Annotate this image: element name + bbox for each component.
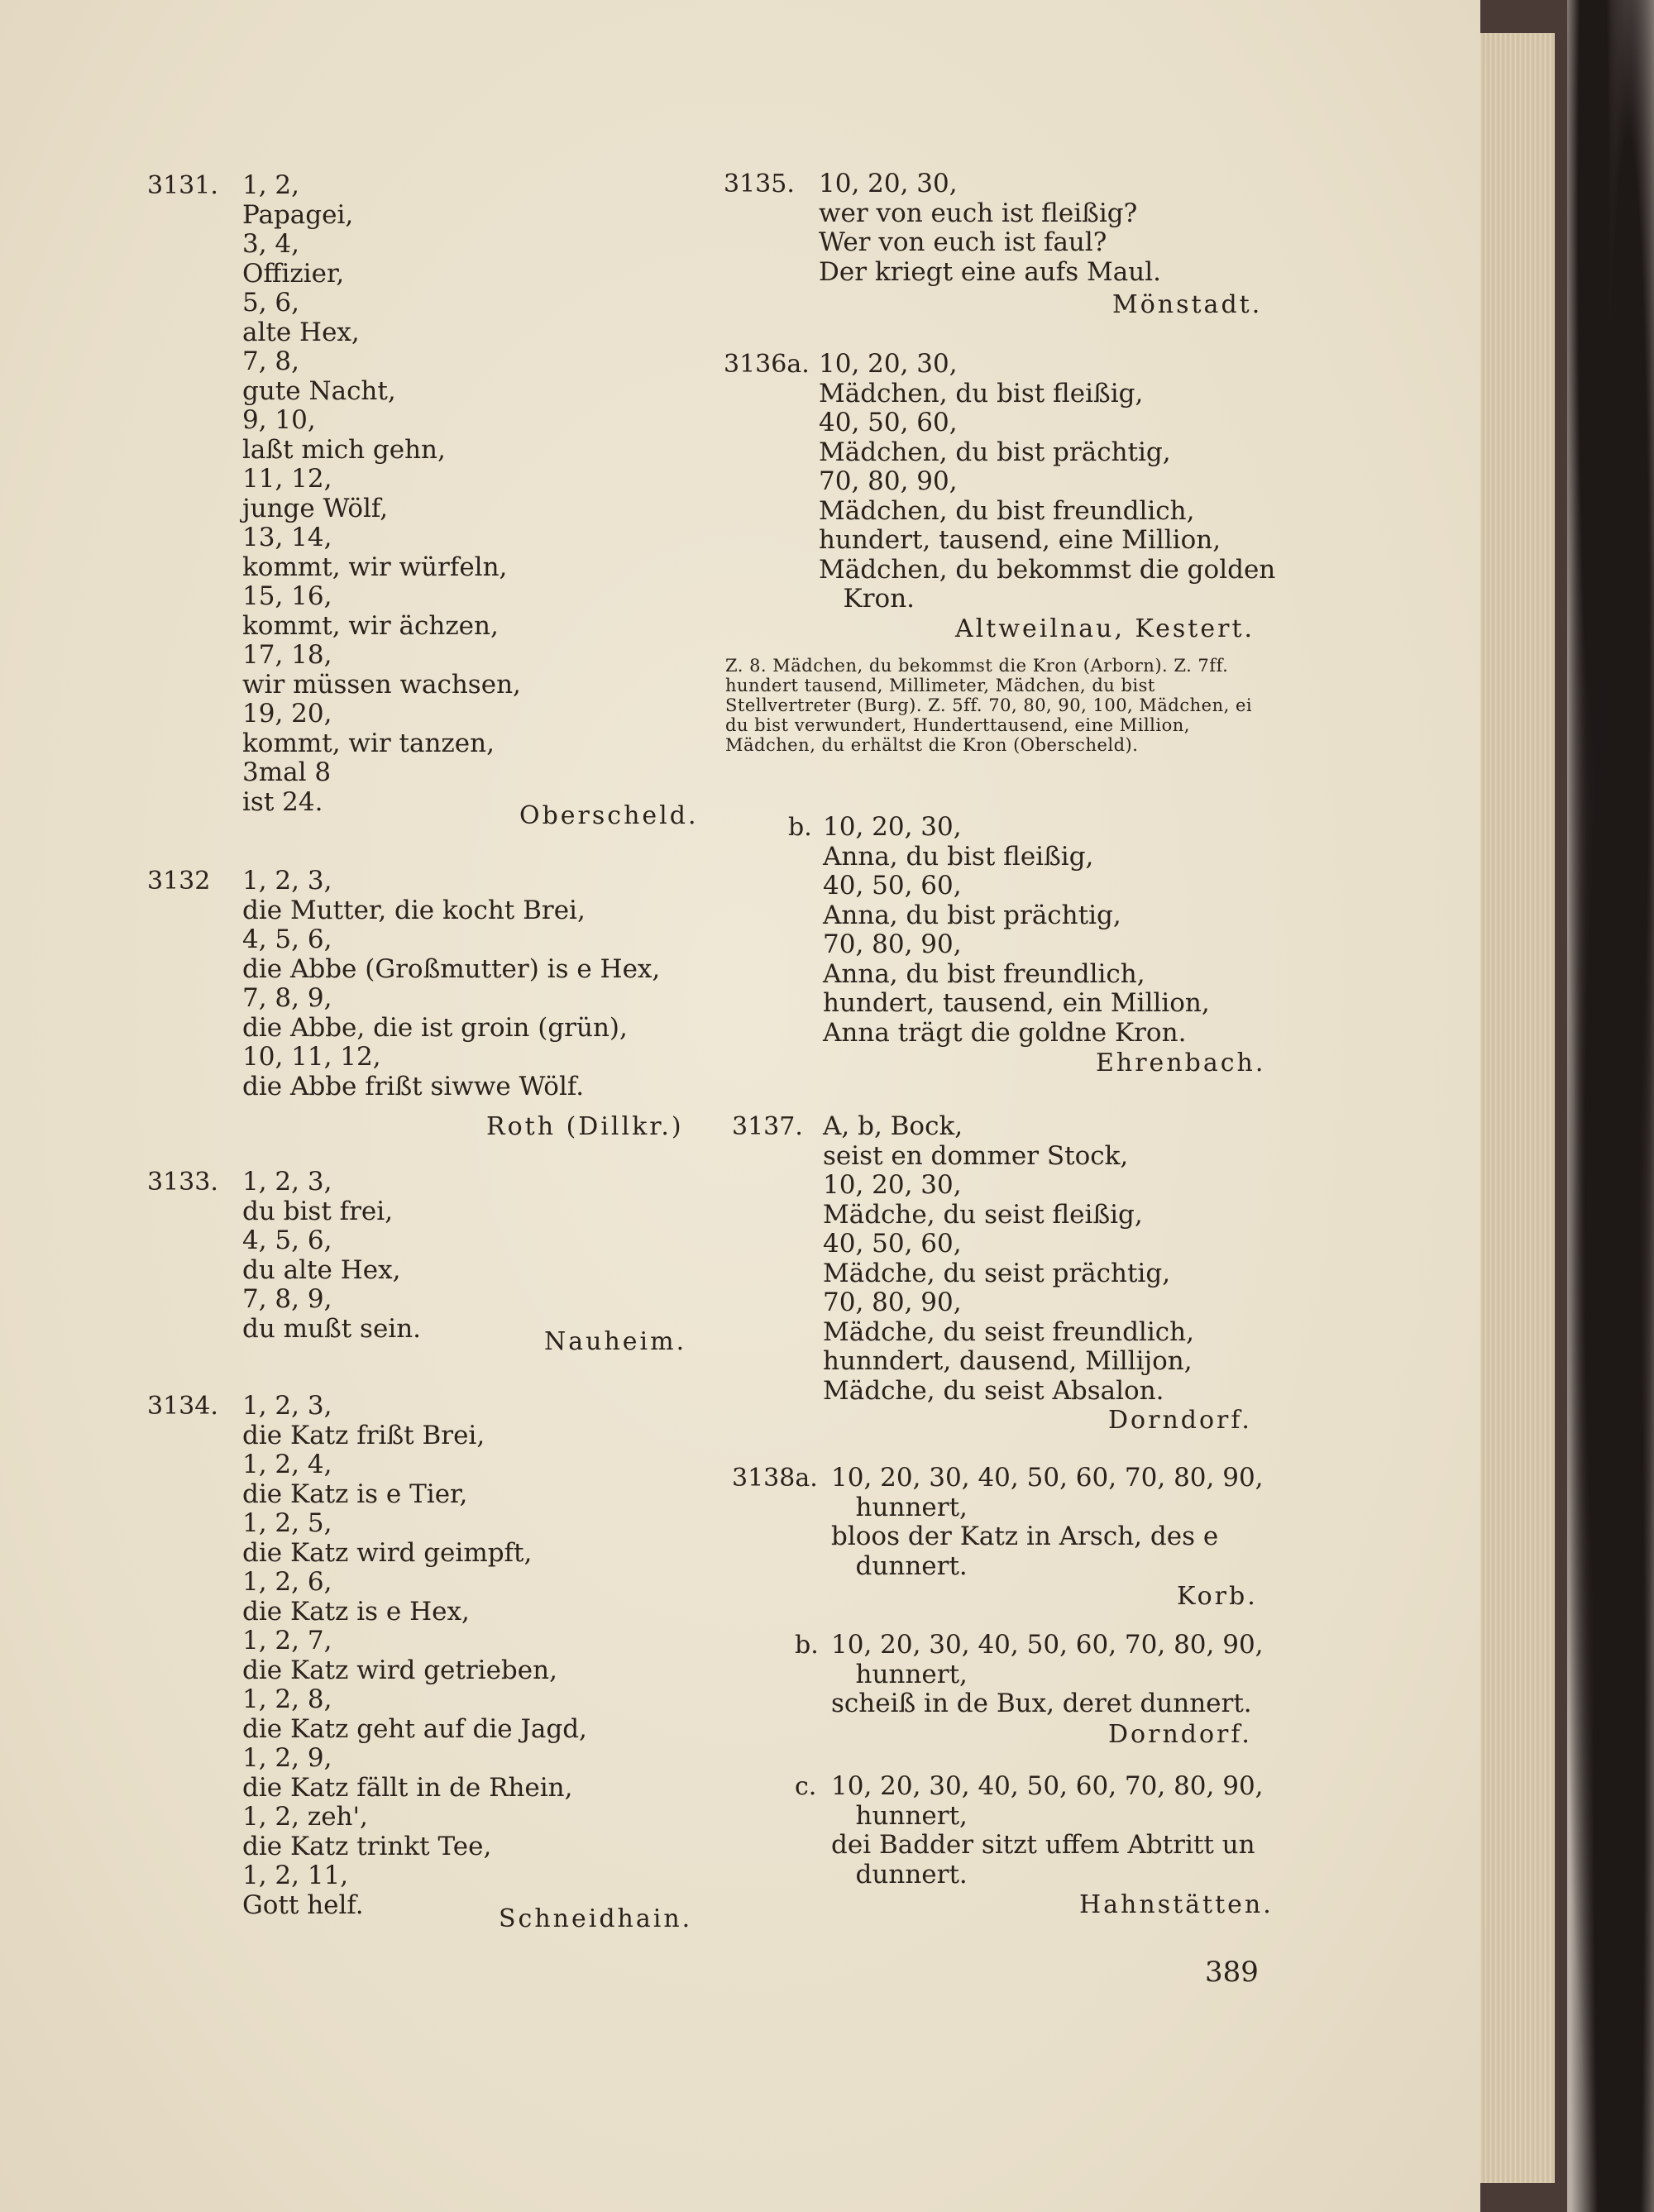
verse-line: kommt, wir ächzen, — [242, 610, 499, 641]
verse-line: 7, 8, — [242, 346, 300, 376]
verse-line: die Mutter, die kocht Brei, — [242, 895, 586, 925]
verse-line: junge Wölf, — [242, 493, 389, 523]
verse-line: 15, 16, — [242, 581, 332, 611]
entry-number: b. — [795, 1631, 819, 1660]
entry-number: b. — [788, 813, 812, 842]
verse-line: Mädche, du seist freundlich, — [823, 1316, 1194, 1347]
verse-line: 1, 2, zeh', — [242, 1802, 368, 1832]
verse-line: 10, 20, 30, 40, 50, 60, 70, 80, 90, — [831, 1771, 1264, 1801]
place-name: Dorndorf. — [1108, 1406, 1252, 1435]
verse-line: 1, 2, 11, — [242, 1861, 349, 1890]
verse-line: hundert, tausend, eine Million, — [819, 525, 1221, 555]
verse-line: 10, 20, 30, — [823, 1170, 962, 1200]
place-name: Roth (Dillkr.) — [486, 1112, 684, 1141]
verse-line: 1, 2, — [242, 170, 300, 200]
verse-line: Papagei, — [242, 199, 354, 230]
verse-line: hunnert, — [831, 1659, 968, 1689]
verse-line: du bist frei, — [242, 1196, 394, 1226]
place-name: Nauheim. — [544, 1327, 687, 1356]
verse-line: Mädche, du seist fleißig, — [823, 1199, 1143, 1230]
verse-line: die Katz geht auf die Jagd, — [242, 1713, 587, 1744]
verse-line: hundert, tausend, ein Million, — [823, 988, 1210, 1018]
verse-line: Mädchen, du bist fleißig, — [819, 378, 1144, 408]
verse-line: kommt, wir würfeln, — [242, 552, 508, 582]
entry-number: 3135. — [724, 170, 795, 198]
verse-line: 40, 50, 60, — [823, 1229, 962, 1259]
place-name: Altweilnau, Kestert. — [955, 614, 1255, 643]
verse-line: laßt mich gehn, — [242, 434, 446, 465]
verse-line: 70, 80, 90, — [823, 929, 962, 959]
verse-line: scheiß in de Bux, deret dunnert. — [831, 1689, 1252, 1718]
verse-line: wir müssen wachsen, — [242, 669, 521, 700]
place-name: Mönstadt. — [1112, 290, 1263, 319]
verse-line: Mädche, du seist prächtig, — [823, 1258, 1171, 1288]
verse-line: Gott helf. — [242, 1890, 364, 1920]
verse-line: alte Hex, — [242, 317, 360, 347]
verse-line: dunnert. — [831, 1859, 968, 1890]
verse-line: 13, 14, — [242, 523, 332, 552]
verse-line: die Katz is e Tier, — [242, 1479, 468, 1509]
verse-line: A, b, Bock, — [823, 1111, 963, 1141]
verse-line: 19, 20, — [242, 699, 332, 729]
verse-line: 9, 10, — [242, 405, 316, 435]
verse-line: Mädchen, du bist prächtig, — [819, 437, 1171, 467]
verse-line: 1, 2, 8, — [242, 1684, 332, 1714]
entry-number: 3137. — [732, 1112, 803, 1141]
verse-line: 1, 2, 3, — [242, 1391, 332, 1421]
verse-line: 10, 20, 30, — [819, 349, 958, 379]
verse-line: ist 24. — [242, 786, 323, 817]
verse-line: die Abbe frißt siwwe Wölf. — [242, 1071, 585, 1101]
verse-line: Mädchen, du bist freundlich, — [819, 495, 1195, 526]
entry-number: 3134. — [147, 1392, 218, 1421]
verse-line: 1, 2, 7, — [242, 1626, 332, 1655]
verse-line: 40, 50, 60, — [823, 871, 962, 901]
place-name: Schneidhain. — [499, 1904, 693, 1933]
place-name: Hahnstätten. — [1079, 1890, 1274, 1919]
place-name: Dorndorf. — [1108, 1720, 1252, 1749]
verse-line: du alte Hex, — [242, 1254, 401, 1285]
verse-line: 10, 20, 30, 40, 50, 60, 70, 80, 90, — [831, 1463, 1264, 1493]
verse-line: 3mal 8 — [242, 757, 332, 787]
verse-line: seist en dommer Stock, — [823, 1140, 1129, 1171]
verse-line: Anna trägt die goldne Kron. — [823, 1017, 1187, 1048]
verse-line: 5, 6, — [242, 288, 300, 318]
verse-line: 3, 4, — [242, 229, 300, 259]
verse-line: hunnert, — [831, 1800, 968, 1831]
verse-line: Offizier, — [242, 258, 345, 289]
verse-line: 10, 20, 30, 40, 50, 60, 70, 80, 90, — [831, 1630, 1264, 1660]
verse-line: 4, 5, 6, — [242, 1225, 332, 1255]
entry-number: 3131. — [147, 171, 218, 200]
verse-line: gute Nacht, — [242, 375, 396, 406]
verse-line: 70, 80, 90, — [819, 466, 958, 496]
verse-line: 17, 18, — [242, 640, 332, 670]
verse-line: die Katz trinkt Tee, — [242, 1831, 492, 1861]
place-name: Korb. — [1177, 1582, 1258, 1611]
entry-number: 3136a. — [724, 350, 810, 379]
verse-line: 10, 20, 30, — [823, 812, 962, 842]
verse-line: Kron. — [819, 584, 915, 614]
verse-line: kommt, wir tanzen, — [242, 728, 495, 758]
verse-line: hunndert, dausend, Millijon, — [823, 1346, 1193, 1376]
verse-line: 40, 50, 60, — [819, 408, 958, 437]
page-edges — [1476, 33, 1555, 2183]
verse-line: 1, 2, 5, — [242, 1508, 332, 1538]
verse-line: 10, 11, 12, — [242, 1042, 381, 1072]
verse-line: 11, 12, — [242, 464, 332, 494]
verse-line: die Abbe, die ist groin (grün), — [242, 1012, 628, 1043]
verse-line: 7, 8, 9, — [242, 1284, 332, 1314]
verse-line: Anna, du bist freundlich, — [823, 958, 1145, 989]
verse-line: 7, 8, 9, — [242, 983, 332, 1013]
verse-line: 4, 5, 6, — [242, 924, 332, 954]
verse-line: die Katz wird geimpft, — [242, 1537, 533, 1568]
verse-line: 10, 20, 30, — [819, 169, 958, 198]
verse-line: die Katz frißt Brei, — [242, 1420, 485, 1450]
marbled-cover — [1567, 0, 1654, 2212]
verse-line: 70, 80, 90, — [823, 1288, 962, 1317]
verse-line: Mädchen, du bekommst die golden — [819, 554, 1276, 585]
verse-line: die Katz is e Hex, — [242, 1596, 470, 1627]
verse-line: die Abbe (Großmutter) is e Hex, — [242, 953, 661, 984]
verse-line: 1, 2, 6, — [242, 1567, 332, 1597]
verse-line: dunnert. — [831, 1550, 968, 1581]
verse-line: die Katz wird getrieben, — [242, 1655, 557, 1685]
page-number: 389 — [1205, 1956, 1259, 1989]
verse-line: Anna, du bist fleißig, — [823, 841, 1094, 872]
verse-line: Wer von euch ist faul? — [819, 227, 1107, 257]
footnote: Z. 8. Mädchen, du bekommst die Kron (Arborn). Z. 7ff. hundert tausend, Millimeter, Mädchen, du bist Stellvertreter (Burg). Z. 5ff. 70, 80, 90, 100, Mädchen, ei du bist verwundert, Hunderttausend, eine Million, Mädchen, du erhältst die Kron (Oberscheld). — [725, 656, 1253, 755]
verse-line: 1, 2, 3, — [242, 1167, 332, 1197]
verse-line: du mußt sein. — [242, 1313, 422, 1344]
verse-line: 1, 2, 3, — [242, 866, 332, 896]
entry-number: 3138a. — [732, 1464, 818, 1493]
verse-line: Anna, du bist prächtig, — [823, 900, 1121, 930]
verse-line: dei Badder sitzt uffem Abtritt un — [831, 1830, 1255, 1860]
book-spine — [1476, 0, 1654, 2212]
verse-line: Mädche, du seist Absalon. — [823, 1375, 1164, 1406]
verse-line: hunnert, — [831, 1492, 968, 1522]
verse-line: 1, 2, 9, — [242, 1743, 332, 1773]
verse-line: wer von euch ist fleißig? — [819, 198, 1138, 228]
verse-line: Der kriegt eine aufs Maul. — [819, 256, 1161, 287]
place-name: Ehrenbach. — [1096, 1049, 1266, 1077]
verse-line: bloos der Katz in Arsch, des e — [831, 1522, 1219, 1551]
entry-number: c. — [795, 1772, 817, 1801]
entry-number: 3132 — [147, 867, 211, 896]
verse-line: die Katz fällt in de Rhein, — [242, 1772, 573, 1803]
verse-line: 1, 2, 4, — [242, 1450, 332, 1479]
entry-number: 3133. — [147, 1168, 218, 1197]
place-name: Oberscheld. — [519, 801, 699, 830]
